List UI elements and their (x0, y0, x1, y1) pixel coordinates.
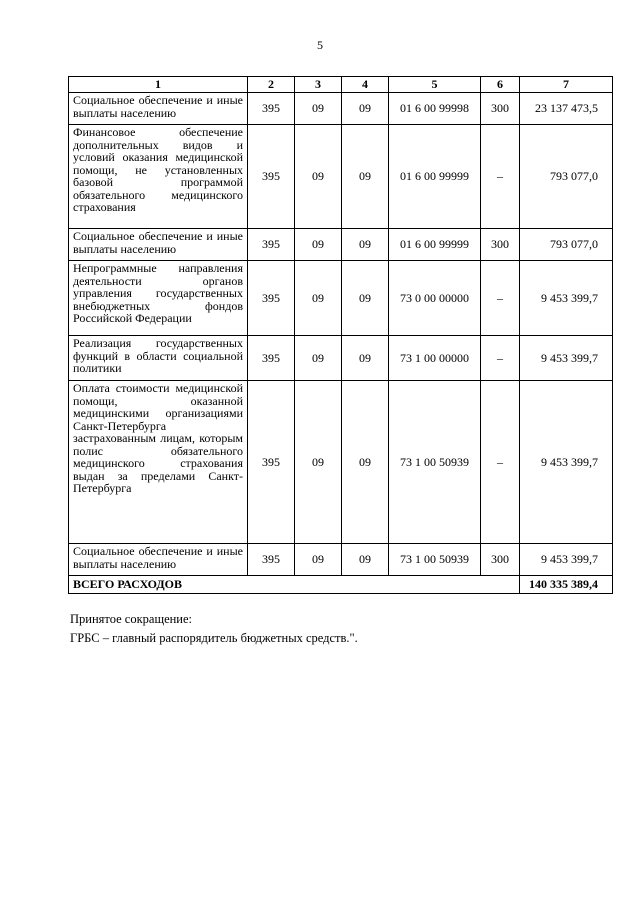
table-row (69, 229, 613, 261)
header-cell: 1 (69, 77, 248, 93)
target-code: 73 1 00 50939 (389, 381, 481, 544)
subsection-code: 09 (342, 381, 389, 544)
item-name: Социальное обеспечение и иные выплаты населению (69, 544, 248, 576)
subsection-code: 09 (342, 229, 389, 261)
page-number: 5 (317, 38, 323, 52)
target-code: 73 0 00 00000 (389, 261, 481, 336)
section-code: 09 (295, 336, 342, 381)
target-code: 01 6 00 99999 (389, 229, 481, 261)
subsection-code: 09 (342, 125, 389, 229)
section-code: 09 (295, 229, 342, 261)
item-name: Реализация государственных функций в области социальной политики (69, 336, 248, 381)
grbs-code: 395 (248, 261, 295, 336)
target-code: 73 1 00 00000 (389, 336, 481, 381)
section-code: 09 (295, 261, 342, 336)
expense-type-code: – (481, 125, 520, 229)
expense-type-code: – (481, 381, 520, 544)
grbs-code: 395 (248, 229, 295, 261)
header-row (69, 77, 613, 93)
expense-type-code: 300 (481, 229, 520, 261)
subsection-code: 09 (342, 336, 389, 381)
grbs-code: 395 (248, 544, 295, 576)
abbreviation-title: Принятое сокращение: (70, 612, 193, 626)
header-cell: 6 (481, 77, 520, 93)
target-code: 01 6 00 99998 (389, 93, 481, 125)
table-row (69, 544, 613, 576)
item-name: Непрограммные направления деятельности органов управления государственных внебюджетных фондов Российской Федерации (69, 261, 248, 336)
table-row (69, 336, 613, 381)
header-cell: 3 (295, 77, 342, 93)
item-name: Социальное обеспечение и иные выплаты населению (69, 229, 248, 261)
grbs-code: 395 (248, 381, 295, 544)
table-row (69, 125, 613, 229)
section-code: 09 (295, 125, 342, 229)
header-cell: 7 (520, 77, 613, 93)
table-row (69, 93, 613, 125)
amount: 23 137 473,5 (520, 93, 613, 125)
grbs-code: 395 (248, 125, 295, 229)
header-cell: 4 (342, 77, 389, 93)
amount: 9 453 399,7 (520, 381, 613, 544)
expense-type-code: 300 (481, 544, 520, 576)
abbreviation-text: ГРБС – главный распорядитель бюджетных средств.". (70, 631, 358, 645)
header-cell: 2 (248, 77, 295, 93)
grbs-code: 395 (248, 336, 295, 381)
section-code: 09 (295, 544, 342, 576)
section-code: 09 (295, 93, 342, 125)
amount: 9 453 399,7 (520, 544, 613, 576)
expense-type-code: – (481, 261, 520, 336)
item-name: Оплата стоимости медицинской помощи, оказанной медицинскими организациями Санкт-Петербурга застрахованным лицам, которым полис обязательного медицинского страхования выдан за пределами Санкт-Петербурга (69, 381, 248, 544)
item-name: Социальное обеспечение и иные выплаты населению (69, 93, 248, 125)
subsection-code: 09 (342, 261, 389, 336)
amount: 793 077,0 (520, 125, 613, 229)
total-amount: 140 335 389,4 (520, 576, 613, 594)
subsection-code: 09 (342, 93, 389, 125)
target-code: 73 1 00 50939 (389, 544, 481, 576)
expense-type-code: 300 (481, 93, 520, 125)
expense-type-code: – (481, 336, 520, 381)
total-label: ВСЕГО РАСХОДОВ (69, 576, 520, 594)
budget-table (68, 76, 613, 594)
item-name: Финансовое обеспечение дополнительных видов и условий оказания медицинской помощи, не установленных базовой программой обязательного медицинского страхования (69, 125, 248, 229)
grbs-code: 395 (248, 93, 295, 125)
amount: 9 453 399,7 (520, 336, 613, 381)
table-row (69, 381, 613, 544)
target-code: 01 6 00 99999 (389, 125, 481, 229)
section-code: 09 (295, 381, 342, 544)
total-row (69, 576, 613, 594)
header-cell: 5 (389, 77, 481, 93)
subsection-code: 09 (342, 544, 389, 576)
table-row (69, 261, 613, 336)
amount: 9 453 399,7 (520, 261, 613, 336)
amount: 793 077,0 (520, 229, 613, 261)
